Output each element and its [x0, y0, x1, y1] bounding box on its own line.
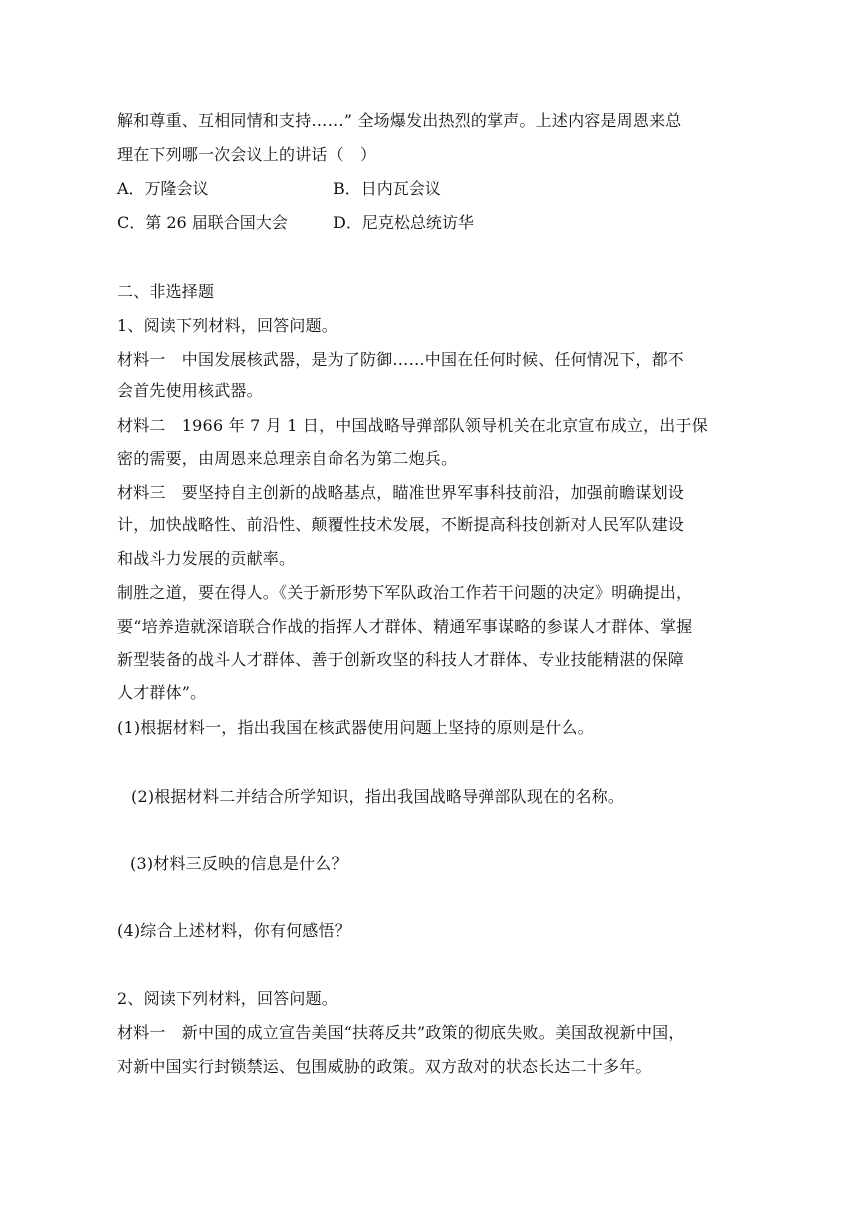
q1-material-2-line: 材料二 1966 年 7 月 1 日，中国战略导弹部队领导机关在北京宣布成立，出于保 — [117, 416, 708, 435]
q1-material-3-line: 计，加快战略性、前沿性、颠覆性技术发展，不断提高科技创新对人民军队建设 — [117, 515, 685, 534]
option-c: C．第 26 届联合国大会 — [117, 213, 288, 232]
q1-material-2-line: 密的需要，由周恩来总理亲自命名为第二炮兵。 — [117, 449, 458, 468]
q1-material-1-line: 材料一 中国发展核武器，是为了防御……中国在任何时候、任何情况下，都不 — [117, 350, 685, 369]
section-title: 二、非选择题 — [117, 282, 215, 301]
q2-material-1-line: 材料一 新中国的成立宣告美国“扶蒋反共”政策的彻底失败。美国敌视新中国， — [117, 1023, 685, 1042]
question-text-line: 解和尊重、互相同情和支持……” 全场爆发出热烈的掌声。上述内容是周恩来总 — [117, 111, 682, 130]
q1-subquestion-2: (2)根据材料二并结合所学知识，指出我国战略导弹部队现在的名称。 — [131, 787, 625, 806]
q1-material-3-line: 要“培养造就深谙联合作战的指挥人才群体、精通军事谋略的参谋人才群体、掌握 — [117, 617, 693, 636]
q1-subquestion-4: (4)综合上述材料，你有何感悟？ — [117, 921, 351, 940]
q1-material-3-line: 新型装备的战斗人才群体、善于创新攻坚的科技人才群体、专业技能精湛的保障 — [117, 650, 685, 669]
q1-subquestion-3: (3)材料三反映的信息是什么？ — [130, 854, 348, 873]
q1-material-3-line: 制胜之道，要在得人。《关于新形势下军队政治工作若干问题的决定》明确提出， — [117, 583, 693, 602]
q1-title: 1、阅读下列材料，回答问题。 — [117, 316, 338, 335]
option-a: A．万隆会议 — [117, 179, 209, 198]
q2-title: 2、阅读下列材料，回答问题。 — [117, 989, 338, 1008]
q1-subquestion-1: (1)根据材料一，指出我国在核武器使用问题上坚持的原则是什么。 — [117, 718, 594, 737]
q1-material-3-line: 材料三 要坚持自主创新的战略基点，瞄准世界军事科技前沿，加强前瞻谋划设 — [117, 483, 685, 502]
question-text-line: 理在下列哪一次会议上的讲话（ ） — [117, 145, 377, 164]
q1-material-3-line: 人才群体”。 — [117, 683, 207, 702]
option-d: D．尼克松总统访华 — [333, 213, 474, 232]
q1-material-3-line: 和战斗力发展的贡献率。 — [117, 549, 296, 568]
q1-material-1-line: 会首先使用核武器。 — [117, 381, 263, 400]
q2-material-1-line: 对新中国实行封锁禁运、包围威胁的政策。双方敌对的状态长达二十多年。 — [117, 1057, 652, 1076]
option-b: B．日内瓦会议 — [333, 179, 441, 198]
